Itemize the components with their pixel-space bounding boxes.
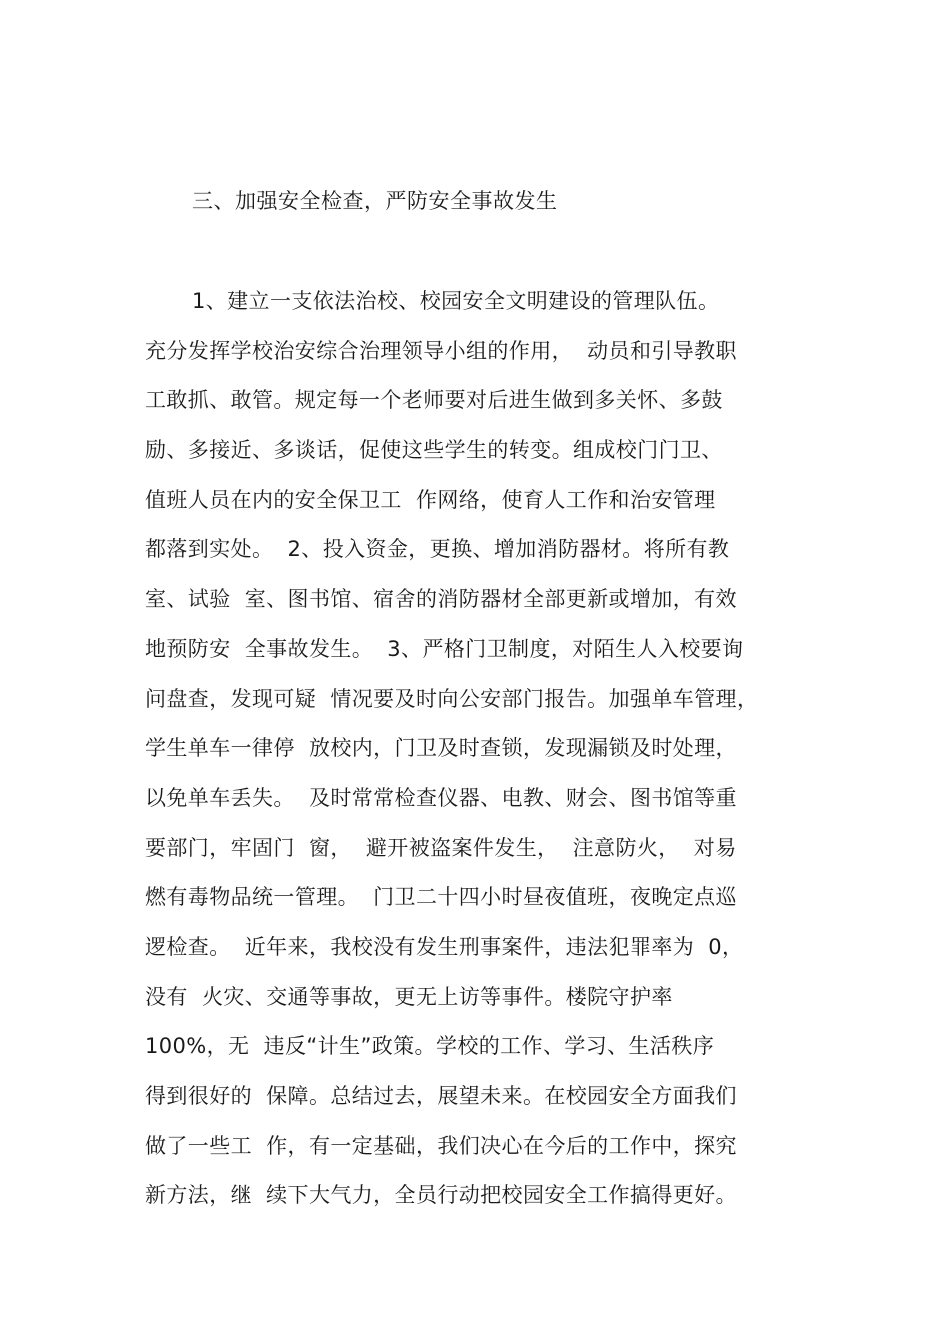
body-line: 做了一些工 作，有一定基础，我们决心在今后的工作中，探究	[145, 1133, 737, 1158]
body-line: 以免单车丢失。 及时常常检查仪器、电教、财会、图书馆等重	[145, 785, 737, 810]
body-line: 室、试验 室、图书馆、宿舍的消防器材全部更新或增加，有效	[145, 587, 737, 612]
body-line: 学生单车一律停 放校内，门卫及时查锁，发现漏锁及时处理，	[145, 736, 737, 761]
body-line: 充分发挥学校治安综合治理领导小组的作用， 动员和引导教职	[145, 338, 737, 363]
body-line: 励、多接近、多谈话，促使这些学生的转变。组成校门门卫、	[145, 438, 723, 463]
body-line: 都落到实处。 2、投入资金，更换、增加消防器材。将所有教	[145, 537, 730, 562]
body-line: 要部门，牢固门 窗， 避开被盗案件发生， 注意防火， 对易	[145, 835, 737, 860]
body-line: 1、建立一支依法治校、校园安全文明建设的管理队伍。	[192, 289, 720, 313]
body-line: 逻检查。 近年来，我校没有发生刑事案件，违法犯罪率为 0，	[145, 934, 744, 959]
body-line: 燃有毒物品统一管理。 门卫二十四小时昼夜值班，夜晚定点巡	[145, 885, 737, 910]
body-line: 100%，无 违反“计生”政策。学校的工作、学习、生活秩序	[145, 1034, 715, 1059]
body-line: 地预防安 全事故发生。 3、严格门卫制度，对陌生人入校要询	[145, 636, 744, 661]
body-line: 工敢抓、敢管。规定每一个老师要对后进生做到多关怀、多鼓	[145, 388, 723, 413]
body-line: 新方法，继 续下大气力，全员行动把校园安全工作搞得更好。	[145, 1183, 737, 1208]
body-paragraph	[145, 281, 835, 1225]
body-line: 问盘查，发现可疑 情况要及时向公安部门报告。加强单车管理，	[145, 686, 759, 711]
body-line: 值班人员在内的安全保卫工 作网络，使育人工作和治安管理	[145, 487, 716, 512]
body-line: 没有 火灾、交通等事故，更无上访等事件。楼院守护率	[145, 984, 673, 1009]
body-line: 得到很好的 保障。总结过去，展望未来。在校园安全方面我们	[145, 1084, 737, 1108]
section-heading: 三、加强安全检查，严防安全事故发生	[192, 189, 558, 213]
